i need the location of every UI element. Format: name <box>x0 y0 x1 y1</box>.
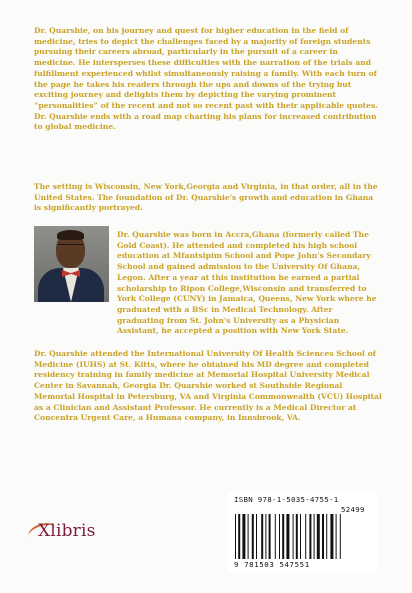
barcode-icon <box>234 514 372 559</box>
author-photo <box>34 226 109 302</box>
book-setting: The setting is Wisconsin, New York,Georgia and Virginia, in that order, all in the United States. The foundation of Dr. Quarshie's growth and education in Ghana is significantly portrayed. <box>34 182 378 213</box>
barcode-box <box>228 492 378 572</box>
author-bio-part2: Dr. Quarshie attended the International University Of Health Sciences School of Medicine (IUHS) at St. Kitts, where he obtained his MD degree and completed residency training in family medicine at Memorial Hospital University Medical Center in Savannah, Georgia Dr. Quarshie worked st Southside Regional Memorial Hospital in Petersburg, VA and Virginia Commonwealth (VCU) Hospital as a Clinician and Assistant Professor. He currently is a Medical Director at Concentra Urgent Care, a Humana company, in Innsbrook, VA. <box>34 349 382 423</box>
book-description: Dr. Quarshie, on his journey and quest for higher education in the field of medicine, tries to depict the challenges faced by a majority of foreign students pursuing their careers abroad, particularly in the pursuit of a career in medicine. He intersperses these difficulties with the narration of the trials and fulfillment experienced whilst simultaneously raising a family. With each turn of the page he takes his readers through the ups and downs of the trying but exciting journey and delights them by depicting the varying prominent “personalities” of the recent and not so recent past with their applicable quotes. Dr. Quarshie ends with a road map charting his plans for increased contribution to global medicine. <box>34 26 378 132</box>
barcode-number: 9 781503 547551 <box>234 560 310 569</box>
author-glasses <box>58 244 83 250</box>
isbn-text: ISBN 978-1-5035-4755-1 <box>234 495 339 504</box>
author-hair <box>57 230 84 240</box>
author-bio-part1: Dr. Quarshie was born in Accra,Ghana (formerly called The Gold Coast). He attended and completed his high school education at Mfantsipim School and Pope John's Secondary School and gained admission to the University Of Ghana, Legon. After a year at this institution he earned a partial scholarship to Ripon College,Wisconsin and transferred to York College (CUNY) in Jamaica, Queens, New York where he graduated with a BSc in Medical Technology. After graduating from St. John's University as a Physician Assistant, he accepted a position with New York State. <box>117 230 377 336</box>
publisher-logo-text: Xlibris <box>38 521 96 541</box>
publisher-logo <box>34 517 126 545</box>
price-code: 52499 <box>341 505 365 514</box>
